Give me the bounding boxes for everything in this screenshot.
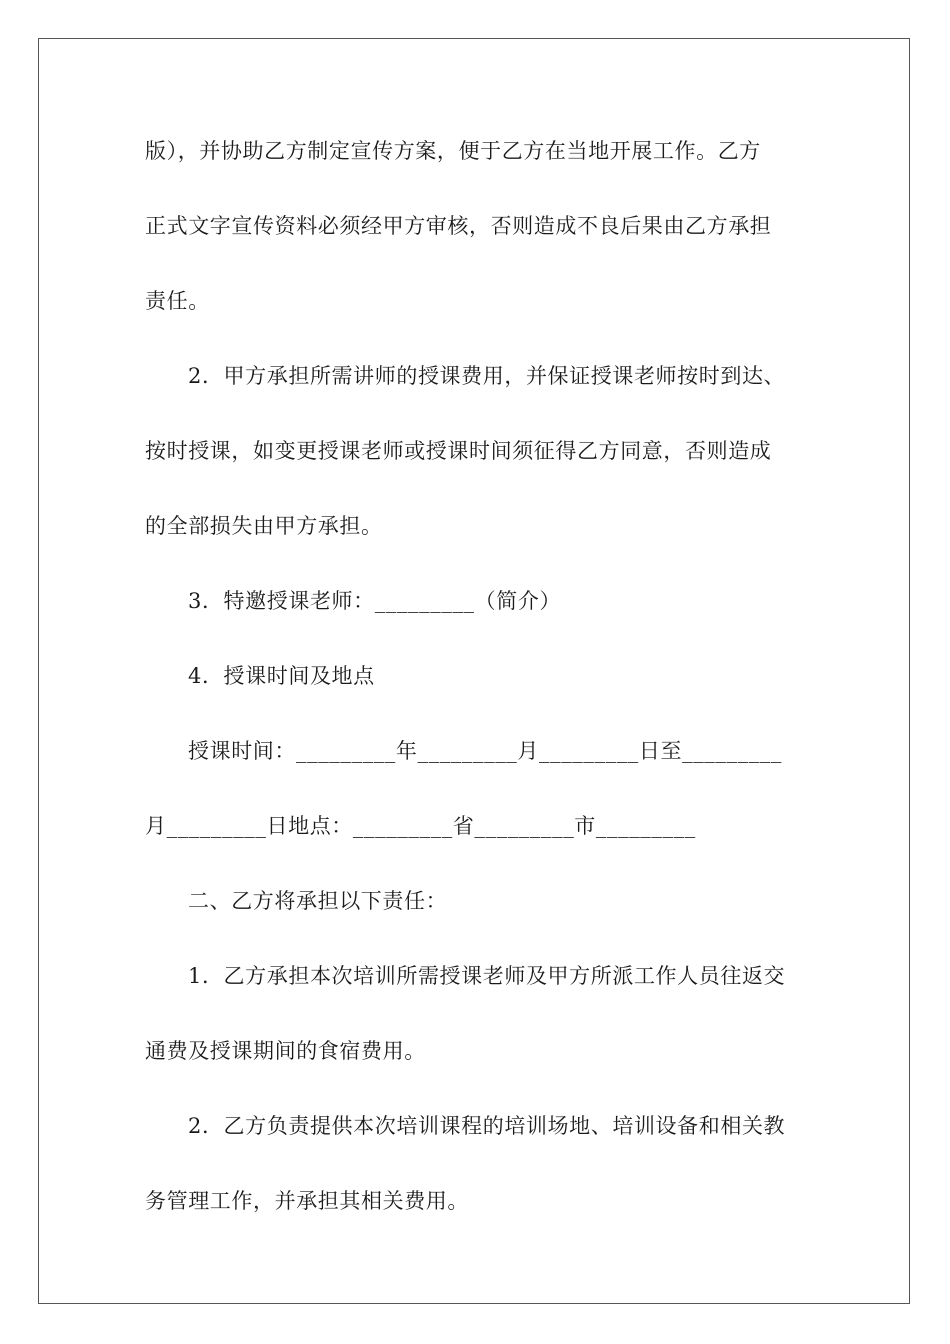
paragraph-line: 2．乙方负责提供本次培训课程的培训场地、培训设备和相关教 bbox=[188, 1114, 786, 1138]
section-heading: 二、乙方将承担以下责任： bbox=[188, 889, 448, 913]
paragraph-line: 务管理工作，并承担其相关费用。 bbox=[145, 1189, 469, 1213]
paragraph-line: 授课时间：_________年_________月_________日至_________ bbox=[188, 739, 782, 763]
paragraph-line: 3．特邀授课老师：_________（简介） bbox=[188, 589, 562, 613]
paragraph-line: 正式文字宣传资料必须经甲方审核，否则造成不良后果由乙方承担 bbox=[145, 214, 772, 238]
paragraph-line: 的全部损失由甲方承担。 bbox=[145, 514, 383, 538]
paragraph-line: 责任。 bbox=[145, 289, 210, 313]
paragraph-line: 1．乙方承担本次培训所需授课老师及甲方所派工作人员往返交 bbox=[188, 964, 786, 988]
paragraph-line: 2．甲方承担所需讲师的授课费用，并保证授课老师按时到达、 bbox=[188, 364, 786, 388]
paragraph-line: 版），并协助乙方制定宣传方案，便于乙方在当地开展工作。乙方 bbox=[145, 139, 761, 163]
paragraph-line: 按时授课，如变更授课老师或授课时间须征得乙方同意，否则造成 bbox=[145, 439, 772, 463]
paragraph-line: 月_________日地点：_________省_________市_________ bbox=[145, 814, 696, 838]
paragraph-line: 通费及授课期间的食宿费用。 bbox=[145, 1039, 426, 1063]
paragraph-line: 4．授课时间及地点 bbox=[188, 664, 375, 688]
